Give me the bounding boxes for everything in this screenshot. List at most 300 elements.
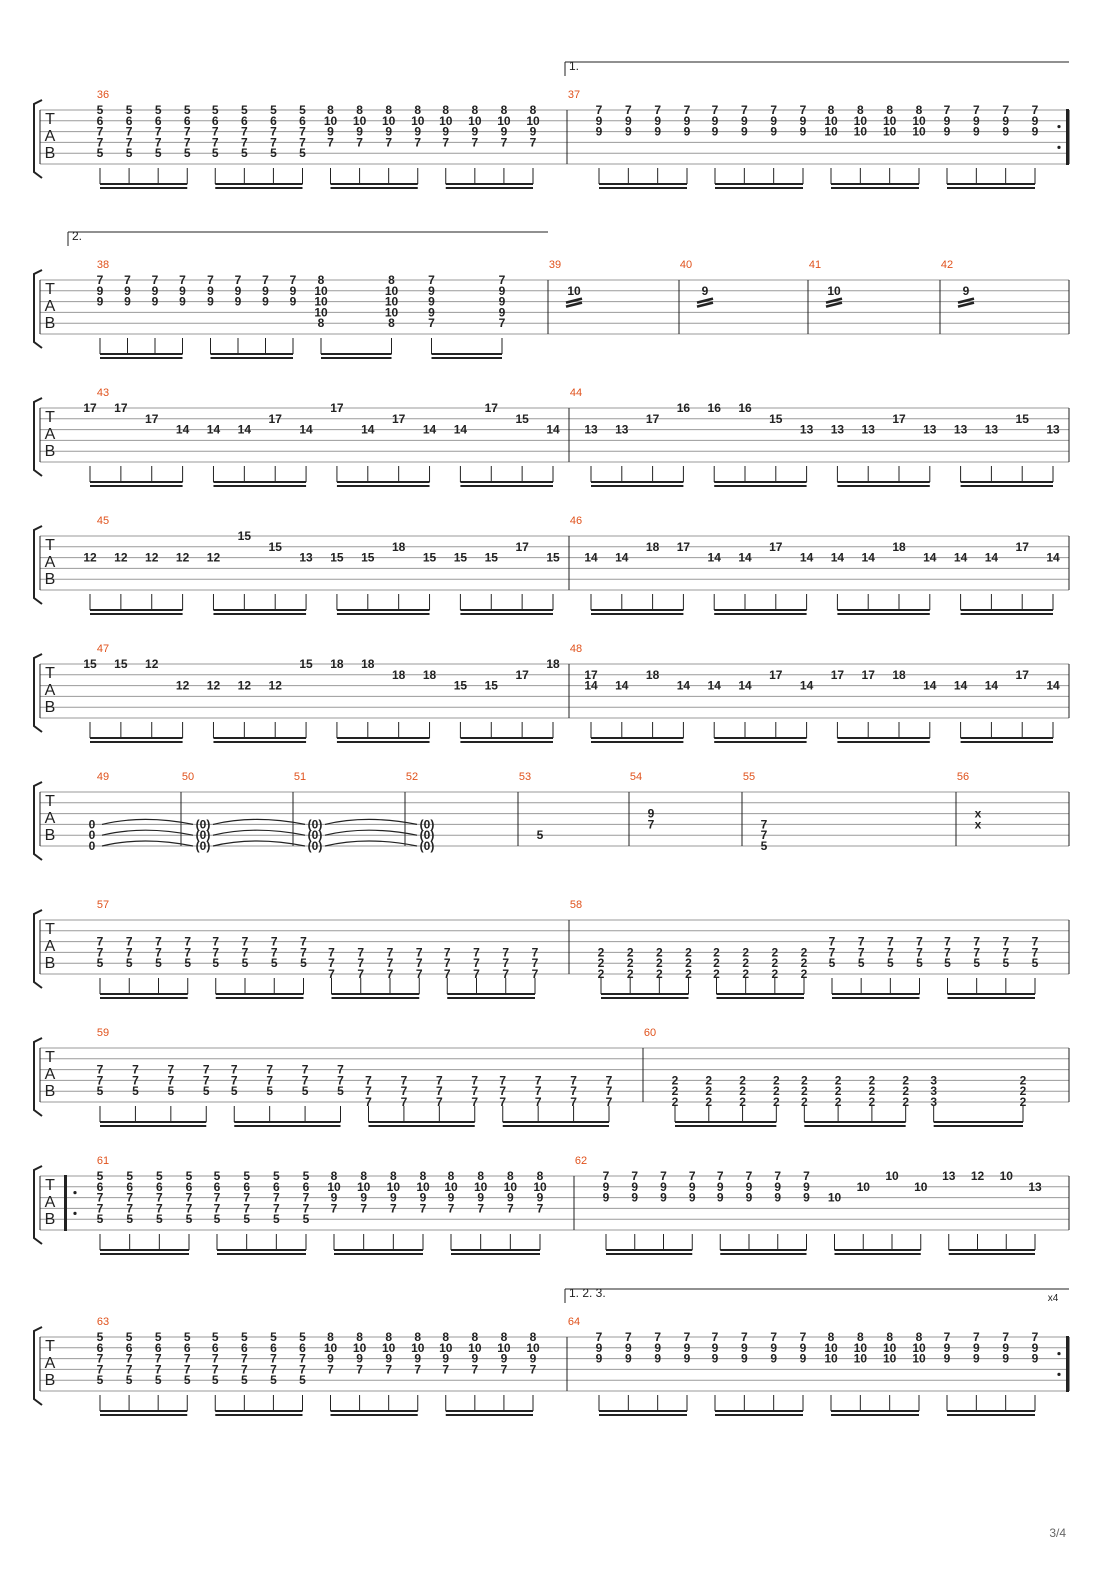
- fret-number: 0: [88, 817, 96, 832]
- fret-number: 7: [211, 1362, 219, 1377]
- fret-number: 9: [688, 1179, 696, 1194]
- fret-number: 9: [770, 1351, 778, 1366]
- tab-clef-letter: T: [45, 921, 55, 938]
- fret-number: 2: [713, 945, 720, 960]
- fret-number: 5: [230, 1084, 238, 1099]
- fret-number: 17: [1015, 667, 1029, 682]
- fret-number: 2: [772, 1073, 780, 1088]
- fret-number: 5: [185, 1169, 193, 1183]
- fret-number: 7: [272, 1190, 280, 1205]
- fret-number: 8: [356, 103, 363, 117]
- fret-number: 5: [828, 956, 836, 971]
- tab-clef-letter: B: [44, 955, 56, 972]
- measure-number: 44: [569, 387, 583, 399]
- fret-number: 7: [886, 945, 894, 960]
- fret-number: 7: [386, 967, 394, 981]
- fret-number: 7: [184, 945, 192, 960]
- fret-number: 8: [477, 1169, 485, 1183]
- fret-number: 5: [270, 1373, 277, 1388]
- fret-number: 7: [212, 934, 220, 949]
- fret-number: 14: [799, 678, 814, 693]
- tab-clef-letter: B: [44, 571, 56, 588]
- measure-number: 60: [643, 1027, 657, 1039]
- fret-number: 7: [631, 1169, 639, 1183]
- fret-number: 2: [902, 1084, 910, 1099]
- tab-clef-letter: T: [45, 111, 55, 128]
- fret-number: 12: [970, 1169, 985, 1183]
- fret-number: 6: [96, 113, 104, 128]
- fret-number: 7: [442, 1362, 450, 1377]
- fret-number: 7: [414, 1362, 422, 1377]
- fret-number: 5: [184, 956, 192, 971]
- fret-number: 9: [943, 124, 951, 139]
- fret-number: 13: [923, 422, 937, 437]
- fret-number: 5: [154, 1330, 162, 1344]
- fret-number: 7: [471, 1073, 479, 1088]
- fret-number: 7: [595, 1330, 603, 1344]
- tie-arc: [325, 819, 417, 824]
- fret-number: 2: [834, 1095, 842, 1109]
- fret-number: 5: [1031, 956, 1039, 971]
- fret-number: 9: [498, 283, 506, 298]
- fret-number: 15: [769, 411, 783, 426]
- fret-number: 2: [1019, 1073, 1027, 1088]
- fret-number: 9: [774, 1179, 782, 1194]
- fret-number: 17: [830, 667, 845, 682]
- fret-number: 9: [654, 113, 662, 128]
- measure-number: 49: [96, 771, 110, 783]
- fret-number: 5: [270, 103, 277, 117]
- fret-number: 7: [471, 1095, 479, 1109]
- tab-clef-letter: A: [44, 938, 56, 955]
- fret-number: 7: [167, 1062, 175, 1077]
- fret-number: 14: [299, 422, 313, 437]
- fret-number: 7: [500, 1362, 508, 1377]
- fret-number: 2: [671, 1084, 679, 1099]
- fret-number: 10: [468, 113, 482, 128]
- fret-number: 7: [477, 1201, 485, 1216]
- fret-number: 7: [185, 1190, 193, 1205]
- fret-number: 7: [498, 273, 506, 287]
- fret-number: 9: [124, 283, 131, 298]
- fret-number: 9: [327, 1351, 334, 1366]
- tab-clef-letter: T: [45, 537, 55, 554]
- fret-number: 6: [96, 1179, 104, 1194]
- fret-number: 7: [447, 1201, 455, 1216]
- repeat-dot: [1057, 1373, 1060, 1376]
- fret-number: 7: [435, 1084, 443, 1099]
- fret-number: 18: [422, 667, 437, 682]
- fret-number: 7: [202, 1062, 210, 1077]
- tab-clef-letter: T: [45, 793, 55, 810]
- fret-number: 6: [243, 1179, 251, 1194]
- fret-number: 9: [716, 1179, 724, 1194]
- fret-number: 7: [442, 135, 450, 150]
- fret-number: 6: [270, 1340, 277, 1355]
- repeat-start-bar: [64, 1175, 67, 1231]
- fret-number: 5: [213, 1212, 221, 1227]
- fret-number: 5: [243, 1169, 251, 1183]
- measure-number: 38: [96, 259, 110, 271]
- fret-number: 9: [799, 113, 807, 128]
- fret-number: 12: [145, 550, 159, 565]
- fret-number: 7: [605, 1084, 613, 1099]
- fret-number: 12: [175, 678, 190, 693]
- fret-number: 2: [597, 967, 605, 981]
- fret-number: 9: [740, 113, 748, 128]
- fret-number: 9: [506, 1190, 514, 1205]
- fret-number: 8: [471, 1330, 479, 1344]
- fret-number: 7: [357, 956, 365, 971]
- tie-arc: [325, 841, 417, 846]
- fret-number: 7: [240, 1362, 248, 1377]
- fret-number: 12: [206, 550, 221, 565]
- fret-number: 7: [972, 1330, 980, 1344]
- fret-number: 9: [356, 124, 363, 139]
- fret-number: 9: [428, 305, 435, 320]
- fret-number: 14: [453, 422, 468, 437]
- fret-number: 7: [202, 1073, 210, 1088]
- fret-number: 7: [126, 1201, 134, 1216]
- fret-number: 14: [361, 422, 375, 437]
- fret-number: 9: [683, 1340, 691, 1355]
- fret-number: 7: [570, 1084, 577, 1099]
- fret-number: 7: [502, 945, 510, 960]
- measure-number: 61: [96, 1155, 110, 1167]
- fret-number: 7: [185, 1201, 193, 1216]
- fret-number: 5: [211, 146, 219, 161]
- fret-number: 7: [155, 1190, 163, 1205]
- fret-number: 7: [716, 1169, 724, 1183]
- fret-number: 6: [299, 1340, 306, 1355]
- fret-number: 14: [237, 422, 252, 437]
- fret-number: 9: [803, 1190, 810, 1205]
- fret-number: 7: [289, 273, 297, 287]
- fret-number: 7: [125, 124, 133, 139]
- fret-number: 9: [471, 1351, 479, 1366]
- fret-number: 10: [533, 1179, 547, 1194]
- fret-number: 7: [266, 1073, 274, 1088]
- fret-number: 10: [411, 113, 425, 128]
- fret-number: 7: [415, 967, 423, 981]
- fret-number: 17: [676, 539, 691, 554]
- fret-number: 5: [167, 1084, 175, 1099]
- fret-number: 7: [183, 1351, 191, 1366]
- fret-number: 7: [624, 1330, 632, 1344]
- fret-number: 16: [707, 401, 721, 415]
- fret-number: 14: [1046, 678, 1060, 693]
- fret-number: 9: [498, 294, 506, 309]
- measure-number: 62: [574, 1155, 588, 1167]
- fret-number: 6: [302, 1179, 310, 1194]
- system-bracket: [34, 1038, 42, 1116]
- fret-number: 14: [584, 678, 598, 693]
- fret-number: 8: [536, 1169, 544, 1183]
- fret-number: 2: [705, 1073, 713, 1088]
- tab-clef-letter: A: [44, 554, 56, 571]
- fret-number: 8: [886, 103, 894, 117]
- fret-number: 7: [499, 1073, 507, 1088]
- fret-number: 10: [824, 113, 838, 128]
- fret-number: 7: [328, 945, 335, 960]
- fret-number: 6: [154, 113, 162, 128]
- fret-number: 2: [868, 1084, 876, 1099]
- fret-number: 9: [799, 1351, 807, 1366]
- fret-number: 10: [323, 1340, 338, 1355]
- fret-number: 8: [419, 1169, 427, 1183]
- fret-number: 10: [439, 1340, 453, 1355]
- fret-number: (0): [307, 817, 323, 832]
- fret-number: 9: [972, 1340, 980, 1355]
- fret-number: 7: [96, 1190, 104, 1205]
- fret-number: 2: [1019, 1095, 1027, 1109]
- fret-number: 7: [357, 967, 365, 981]
- fret-number: 5: [241, 956, 249, 971]
- fret-number: 14: [175, 422, 190, 437]
- system-bracket: [34, 100, 42, 178]
- fret-number: 10: [416, 1179, 430, 1194]
- fret-number: 7: [240, 124, 248, 139]
- fret-number: 2: [671, 1073, 679, 1088]
- fret-number: 14: [615, 678, 629, 693]
- fret-number: 7: [415, 945, 423, 960]
- fret-number: 7: [328, 956, 335, 971]
- fret-number: 7: [857, 934, 865, 949]
- fret-number: 6: [272, 1179, 280, 1194]
- measure-number: 48: [569, 643, 583, 655]
- fret-number: 12: [175, 550, 190, 565]
- fret-number: 7: [654, 1330, 662, 1344]
- fret-number: 2: [771, 967, 779, 981]
- measure-number: 59: [96, 1027, 110, 1039]
- fret-number: 2: [800, 967, 808, 981]
- fret-number: 7: [300, 945, 307, 960]
- fret-number: 5: [126, 1212, 134, 1227]
- fret-number: 9: [498, 305, 506, 320]
- fret-number: 5: [96, 146, 104, 161]
- fret-number: 9: [740, 1351, 748, 1366]
- measure-number: 46: [569, 515, 583, 527]
- fret-number: 14: [923, 550, 937, 565]
- fret-number: 7: [183, 124, 191, 139]
- fret-number: 13: [299, 550, 313, 565]
- fret-number: 7: [500, 135, 508, 150]
- fret-number: 9: [711, 1340, 719, 1355]
- fret-number: 7: [270, 1351, 277, 1366]
- fret-number: 9: [360, 1190, 368, 1205]
- fret-number: 6: [185, 1179, 193, 1194]
- fret-number: 14: [984, 550, 999, 565]
- fret-number: 9: [414, 1351, 422, 1366]
- fret-number: 5: [299, 103, 306, 117]
- fret-number: 8: [827, 1330, 835, 1344]
- system-bracket: [34, 526, 42, 604]
- fret-number: 6: [270, 113, 277, 128]
- fret-number: 7: [300, 934, 307, 949]
- fret-number: 7: [212, 945, 220, 960]
- fret-number: 7: [328, 967, 335, 981]
- fret-number: 10: [473, 1179, 488, 1194]
- fret-number: 18: [892, 539, 906, 554]
- fret-number: 10: [882, 1340, 897, 1355]
- fret-number: 5: [240, 146, 248, 161]
- fret-number: 7: [132, 1073, 139, 1088]
- fret-number: 6: [125, 113, 133, 128]
- fret-number: 2: [800, 1095, 808, 1109]
- fret-number: 7: [241, 934, 249, 949]
- fret-number: 14: [1046, 550, 1060, 565]
- fret-number: 2: [713, 967, 720, 981]
- fret-number: 9: [943, 1340, 951, 1355]
- fret-number: 5: [125, 956, 133, 971]
- fret-number: 8: [915, 1330, 923, 1344]
- fret-number: 7: [799, 103, 807, 117]
- fret-number: 9: [1002, 1351, 1010, 1366]
- fret-number: 17: [645, 411, 660, 426]
- fret-number: 9: [1002, 124, 1010, 139]
- fret-number: 2: [1019, 1084, 1027, 1099]
- fret-number: 7: [155, 945, 162, 960]
- fret-number: 5: [211, 103, 219, 117]
- tie-arc: [102, 830, 193, 835]
- fret-number: 10: [882, 124, 897, 139]
- fret-number: 12: [83, 550, 97, 565]
- fret-number: 7: [400, 1095, 408, 1109]
- fret-number: 9: [327, 124, 334, 139]
- fret-number: 9: [799, 124, 807, 139]
- fret-number: 7: [179, 273, 186, 287]
- page-number: 3/4: [1049, 1526, 1066, 1540]
- fret-number: 13: [984, 422, 999, 437]
- tab-clef-letter: B: [44, 443, 56, 460]
- fret-number: 7: [803, 1169, 810, 1183]
- fret-number: 6: [155, 1179, 163, 1194]
- fret-number: 7: [529, 135, 537, 150]
- fret-number: 7: [943, 1330, 951, 1344]
- fret-number: 7: [443, 945, 451, 960]
- fret-number: 15: [268, 539, 282, 554]
- fret-number: 7: [357, 945, 365, 960]
- repeat-end-bar: [1066, 109, 1069, 165]
- fret-number: 7: [241, 945, 249, 960]
- fret-number: 9: [624, 1351, 632, 1366]
- measure-number: 40: [679, 259, 693, 271]
- fret-number: 7: [828, 945, 836, 960]
- fret-number: 13: [953, 422, 968, 437]
- fret-number: 14: [861, 550, 875, 565]
- fret-number: 5: [125, 103, 133, 117]
- fret-number: 10: [912, 1351, 926, 1366]
- fret-number: 10: [999, 1169, 1013, 1183]
- fret-number: 7: [688, 1169, 696, 1183]
- fret-number: 7: [155, 1201, 163, 1216]
- fret-number: 7: [132, 1062, 139, 1077]
- fret-number: 10: [885, 1169, 899, 1183]
- fret-number: 9: [745, 1179, 753, 1194]
- fret-number: 12: [237, 678, 252, 693]
- fret-number: 7: [711, 103, 719, 117]
- fret-number: 7: [230, 1062, 238, 1077]
- fret-number: 7: [167, 1073, 175, 1088]
- fret-number: 5: [240, 103, 248, 117]
- fret-number: 14: [707, 550, 721, 565]
- fret-number: 10: [323, 113, 338, 128]
- fret-number: 5: [240, 1373, 248, 1388]
- fret-number: (0): [307, 828, 323, 843]
- fret-number: 14: [830, 550, 845, 565]
- fret-number: 7: [683, 1330, 691, 1344]
- fret-number: 14: [984, 678, 999, 693]
- fret-number: 8: [388, 273, 395, 287]
- fret-number: 7: [211, 124, 219, 139]
- fret-number: 7: [605, 1095, 613, 1109]
- fret-number: 5: [155, 1169, 163, 1183]
- fret-number: 18: [645, 539, 660, 554]
- fret-number: 7: [154, 124, 162, 139]
- tab-clef-letter: B: [44, 1372, 56, 1389]
- fret-number: 5: [270, 146, 277, 161]
- fret-number: 10: [384, 283, 399, 298]
- fret-number: 5: [302, 1169, 310, 1183]
- measure-number: 56: [956, 771, 970, 783]
- fret-number: 7: [385, 135, 393, 150]
- fret-number: 6: [211, 113, 219, 128]
- fret-number: 10: [526, 1340, 540, 1355]
- fret-number: 7: [1031, 945, 1039, 960]
- fret-number: 7: [1002, 103, 1010, 117]
- fret-number: 10: [853, 1340, 868, 1355]
- fret-number: 7: [302, 1201, 310, 1216]
- fret-number: 5: [96, 1212, 104, 1227]
- fret-number: (0): [419, 828, 435, 843]
- fret-number: 7: [435, 1095, 443, 1109]
- fret-number: 10: [384, 294, 399, 309]
- fret-number: 9: [683, 1351, 691, 1366]
- fret-number: 7: [529, 1362, 537, 1377]
- fret-number: 2: [772, 1084, 780, 1099]
- fret-number: 3: [930, 1084, 938, 1099]
- fret-number: 5: [270, 1330, 277, 1344]
- fret-number: 14: [707, 678, 721, 693]
- fret-number: 9: [96, 294, 104, 309]
- fret-number: 2: [800, 1084, 808, 1099]
- fret-number: 9: [151, 283, 159, 298]
- fret-number: 14: [738, 550, 752, 565]
- fret-number: 16: [676, 401, 691, 415]
- fret-number: 9: [536, 1190, 544, 1205]
- tab-clef-letter: A: [44, 1355, 56, 1372]
- fret-number: 9: [1031, 113, 1039, 128]
- fret-number: 7: [499, 1095, 507, 1109]
- fret-number: 8: [327, 1330, 334, 1344]
- tab-clef-letter: A: [44, 682, 56, 699]
- fret-number: 14: [923, 678, 937, 693]
- fret-number: 18: [892, 667, 906, 682]
- fret-number: 7: [125, 945, 133, 960]
- fret-number: 2: [772, 1095, 780, 1109]
- fret-number: 2: [655, 956, 663, 971]
- fret-number: 8: [385, 103, 393, 117]
- fret-number: 7: [760, 828, 768, 843]
- fret-number: 2: [626, 945, 634, 960]
- fret-number: 7: [944, 934, 951, 949]
- fret-number: 7: [415, 956, 423, 971]
- fret-number: 7: [711, 1330, 719, 1344]
- fret-number: 17: [861, 667, 875, 682]
- fret-number: 7: [531, 956, 539, 971]
- measure-number: 42: [940, 259, 954, 271]
- fret-number: 5: [183, 146, 191, 161]
